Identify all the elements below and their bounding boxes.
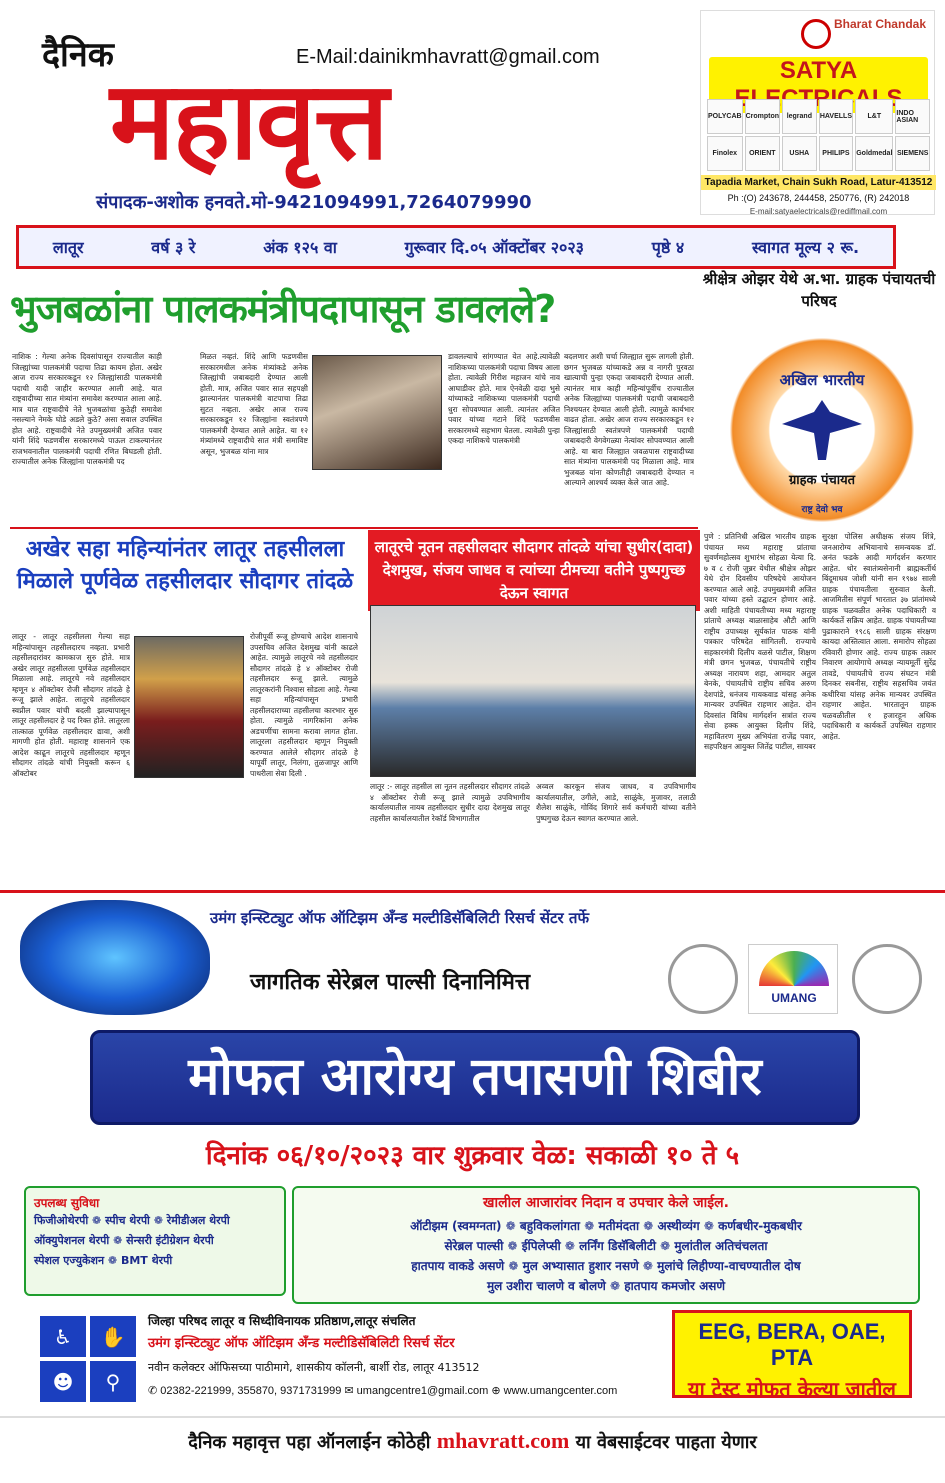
umang-logo-text: UMANG xyxy=(771,991,817,1005)
lead-col-4: बदलणार अशी चर्चा जिल्ह्यात सुरू लागली होती. छगन भुजबळ यांच्याकडे अन्न व नागरी पुरवठा खात्याची पुन्हा एकदा जबाबदारी देण्यात आली. त्यानंतर मात्र काही महिन्यांपूर्वीच राज्यातील अनेक जिल्ह्यांच्या पालकमंत्री पदाची जबाबदारी निश्चयतर देण्यात आली होती. त्यामुळे कार्यभार वाढत होता. अखेर आज राज्य सरकारकडून १२ जिल्ह्यांसाठी स्वतंत्रपणे पालकमंत्री पदाची जबाबदारी वेगवेगळ्या नेत्यांवर सोपवण्यात आली आहे. या बारा जिल्ह्यात जवळपास राष्ट्रवादीच्या सात मंत्र्यांना पालकमंत्री पद मिळाला आहे. मात्र भुजबळ यांना कोणतीही जबाबदारी देण्यात न आल्याने आश्चर्य व्यक्त केले जात आहे. xyxy=(564,352,694,487)
disease-line: मुल उशीरा चालणे व बोलणे ❁ हातपाय कमजोर असणे xyxy=(486,1279,726,1293)
blind-icon: ⚲ xyxy=(90,1361,136,1402)
tests-list: EEG, BERA, OAE, PTA xyxy=(698,1319,886,1370)
center-name: उमंग इन्स्टिट्युट ऑफ ऑटिझम अँन्ड मल्टीडिसॅबिलिटी रिसर्च सेंटर xyxy=(148,1336,455,1351)
masthead-prefix: दैनिक xyxy=(42,35,114,75)
brand-logo: L&T xyxy=(855,99,893,134)
dateline-pages: पृष्ठे ४ xyxy=(651,238,685,257)
facility-line: फिजीओथेरपी ❁ स्पीच थेरपी ❁ रेमीडीअल थेरपी xyxy=(34,1214,230,1227)
umang-logo xyxy=(748,944,838,1014)
satya-logo-icon xyxy=(801,19,831,49)
brand-logos xyxy=(707,99,930,171)
lead-col-3: डावलल्याचे सांगण्यात येत आहे.त्यावेळी नाशिकच्या पालकमंत्री पदाचा विषय आला होता. त्यावेळी गिरीश महाजन यांचे नाव आघाडीवर होते. मात्र ऐनवेळी दादा भुसे यांच्याकडे नाशिकच्या पालकमंत्री पदाची धुरा सोपवण्यात आली. त्यानंतर अजित पवार यांच्या गटाने शिंदे फडणवीस सरकारमध्ये सहभाग घेतला. त्यावेळी पुन्हा एकदा नाशिकचे पालकमंत्री xyxy=(448,352,560,445)
masthead-email[interactable]: E-Mail:dainikmhavratt@gmail.com xyxy=(296,46,600,68)
side-col-1: पुणे : प्रतिनिधी अखिल भारतीय ग्राहक पंचायत मध्य महाराष्ट्र प्रांताचा सुवर्णमहोत्सव शुभारंभ सोहळा येत्या दि. ७ व ८ रोजी जुन्नर येथील श्रीक्षेत्र ओझर येथे दोन दिवसीय परिषदेचे आयोजन करण्यात आले आहे. उपमुख्यमंत्री अजित पवार यांच्या हस्ते उद्घाटन होणार आहे. अशी माहिती पंचायतीच्या मध्य महाराष्ट्र प्रांताचे अध्यक्ष बाळासाहेब औटी आणि राष्ट्रीय उपाध्यक्ष सूर्यकांत पाठक यांनी पत्रकार परिषदेत सांगितली. राज्याचे सहकारमंत्री दिलीप वळसे पाटील, शिक्षण मंत्री छगन भुजबळ, पंचायतीचे राष्ट्रीय अध्यक्ष नारायण शहा, आमदार अतुल बेनके, पंचायतीचे राष्ट्रीय सचिव अरुण देशपांडे, धनंजय गायकवाड यांसह अनेक मान्यवर उपस्थित राहणार आहेत. दोन दिवसांत विविध मार्गदर्शन सत्रांत राज्य सेवा हक्क आयुक्त दिलीप शिंदे, महावितरण मुख्य अभियंता राजेंद्र पवार, सहपरिक्षन आयुक्त जितेंद्र पाटील, सायबर xyxy=(704,532,816,751)
brain-image xyxy=(20,900,210,1015)
ad-top-rule xyxy=(0,890,945,893)
disease-line: सेरेब्रल पाल्सी ❁ ईपिलेप्सी ❁ लर्निंग डिसॅबिलीटी ❁ मुलांतील अतिचंचलता xyxy=(444,1239,768,1253)
camp-title: मोफत आरोग्य तपासणी शिबीर xyxy=(90,1030,860,1125)
brand-logo: Finolex xyxy=(707,136,743,171)
camp-occasion: जागतिक सेरेब्रल पाल्सी दिनानिमित्त xyxy=(250,970,531,995)
grahak-panchayat-logo xyxy=(712,330,932,530)
brand-logo: SIEMENS xyxy=(895,136,930,171)
camp-date: दिनांक ०६/१०/२०२३ वार शुक्रवार वेळ: सकाळी १० ते ५ xyxy=(205,1141,740,1171)
footer-line xyxy=(0,1416,945,1466)
brand-logo: INDO ASIAN xyxy=(895,99,930,134)
accessibility-icons xyxy=(40,1316,136,1402)
facility-line: स्पेशल एज्युकेशन ❁ BMT थेरपी xyxy=(34,1254,173,1267)
lead-col-2: मिळत नव्हतं. शिंदे आणि फडणवीस सरकारमधील अनेक मंत्र्यांकडे अनेक जिल्ह्यांची जबाबदारी देण्यात आली होती. मात्र, अजित पवार सात सहपक्षी झाल्यानंतर पालकमंत्री वाटपाचा तिढा सुटत नव्हता. अखेर आज राज्य सरकारकडून १२ जिल्ह्यांना स्वतंत्रपणे पालकमंत्री देण्यात आले आहेत. या १२ मंत्र्यांमध्ये राष्ट्रवादीचे सात मंत्री समाविष्ट असून, भुजबळ यांना मात्र xyxy=(200,352,308,456)
diseases-title: खालील आजारांवर निदान व उपचार केले जाईल. xyxy=(483,1195,729,1211)
welcome-col-2: अव्वल कारकून संजय जाधव, व उपविभागीय कार्यालयातील, उगीले, आडे, साळुंके, मुजावर, तलाठी शैलेश साळुंके, गोविंद शिगारे सर्व कर्मचारी यांच्या वतीने पुष्पगुच्छ देऊन स्वागत करण्यात आले. xyxy=(536,782,696,823)
brand-logo: ORIENT xyxy=(745,136,780,171)
ad-tagline: Bharat Chandak xyxy=(833,17,926,31)
footer-after: या वेबसाईटवर पाहता येणार xyxy=(575,1432,757,1453)
dateline-price: स्वागत मूल्य २ रू. xyxy=(751,238,860,257)
footer-before: दैनिक महावृत्त पहा ऑनलाईन कोठेही xyxy=(188,1432,431,1453)
eagle-icon xyxy=(782,400,862,460)
camp-organizer: उमंग इन्स्टिट्युट ऑफ ऑटिझम अँन्ड मल्टीडिसॅबिलिटी रिसर्च सेंटर तर्फे xyxy=(210,909,590,927)
welcome-photo xyxy=(370,605,696,777)
divider xyxy=(10,527,698,529)
disease-line: ऑटीझम (स्वमग्नता) ❁ बहुविकलांगता ❁ मतीमंदता ❁ अस्थीव्यंग ❁ कर्णबधीर-मुकबधीर xyxy=(410,1219,802,1233)
welcome-col-1: लातूर :- लातूर तहसील ला नूतन तहसीलदार सौदागर तांदळे ४ ऑक्टोबर रोजी रूजू झाले त्यामुळे उपविभागीय कार्यालयातील नायब तहसीलदार सुधीर दादा देशमुख लातूर तहसील कार्यालयातील रेकॉर्ड विभागातील xyxy=(370,782,530,823)
tahsildar-photo xyxy=(134,636,244,778)
brand-logo: legrand xyxy=(782,99,817,134)
dateline-bar xyxy=(16,225,896,269)
satya-electricals-ad[interactable] xyxy=(700,10,935,215)
tests-box xyxy=(672,1310,912,1401)
newspaper-name: महावृत्त xyxy=(110,59,387,184)
dateline-year: वर्ष ३ रे xyxy=(151,238,196,257)
dateline-issue: अंक १२५ वा xyxy=(263,238,337,257)
ad-phone: Ph :(O) 243678, 244458, 250776, (R) 242018 xyxy=(727,193,910,203)
center-address: नवीन कलेक्टर ऑफिसच्या पाठीमागे, शासकीय कॉलनी, बार्शी रोड, लातूर 413512 xyxy=(148,1361,480,1374)
facilities-title: उपलब्ध सुविधा xyxy=(34,1196,100,1210)
tests-free: या टेस्ट मोफत केल्या जातील xyxy=(688,1377,896,1401)
center-contact[interactable]: ✆ 02382-221999, 355870, 9371731999 ✉ umangcentre1@gmail.com ⊕ www.umangcenter.com xyxy=(148,1385,618,1397)
logo-ribbon: राष्ट्र देवो भव xyxy=(801,505,843,515)
rainbow-icon xyxy=(759,951,829,986)
ad-email: E-mail:satyaelectricals@rediffmail.com xyxy=(749,207,888,216)
lead-col-1: नाशिक : गेल्या अनेक दिवसांपासून राज्यातील काही जिल्ह्यांच्या पालकमंत्री पदाचा तिढा कायम होता. अखेर आज राज्य सरकारकडून १२ जिल्ह्यांसाठी पालकमंत्री पदाची यादी जाहीर करण्यात आली आहे. यात राष्ट्रवादीच्या सात मंत्र्यांना समावेश करण्यात आला आहे. मात्र यात राष्ट्रवादीचे नेते भुजबळांचा कुठेही समावेश नसल्याने नेमके घोडे अडले कुठे? असा सवाल उपस्थित होत आहे. राष्ट्रवादीचे नेते उपमुख्यमंत्री अजित पवार यांनी शिंदे फडणवीस सरकारमध्ये पाऊल टाकल्यानंतर राजभवनातील पालकमंत्री पदाची रणित बिघडली होती. राज्यातील अनेक जिल्ह्यांना पालकमंत्री पद xyxy=(12,352,162,466)
facilities-box xyxy=(24,1186,286,1296)
brand-logo: Crompton xyxy=(745,99,780,134)
dateline-city: लातूर xyxy=(52,238,84,257)
brand-logo: Goldmedal xyxy=(855,136,893,171)
emblem-icon xyxy=(852,944,922,1014)
ad-name: SATYA xyxy=(709,57,928,113)
diseases-box xyxy=(292,1186,920,1304)
lead-headline[interactable]: भुजबळांना पालकमंत्रीपदापासून डावलले? xyxy=(10,287,556,331)
brand-logo: PHILIPS xyxy=(819,136,854,171)
logo-top-text: अखिल भारतीय xyxy=(779,371,865,389)
head-icon: ☻ xyxy=(40,1361,86,1402)
footer-site-link[interactable]: mhavratt.com xyxy=(436,1428,570,1453)
welcome-headline[interactable]: लातूरचे नूतन तहसीलदार सौदागर तांदळे यांचा सुधीर(दादा) देशमुख, संजय जाधव व त्यांच्या टीमच्या वतीने पुष्पगुच्छ देऊन स्वागत xyxy=(368,530,700,611)
dateline-date: गुरूवार दि.०५ ऑक्टोंबर २०२३ xyxy=(404,238,584,257)
side-col-2: सुरक्षा पोलिस अधीक्षक संजय शिंत्रे, जनआरोग्य अभियानाचे समन्वयक डॉ. अनंत फडके आदी मार्गदर्शन करणार आहेत. थोर स्वातंत्र्यसेनानी ब्राह्मकर्तीर्थ बिंदूमाधव जोशी यांनी सन १९७४ साली ग्राहक पंचायतीला सुरुवात केली. आजमितीस संपूर्ण भारतात ३७ प्रांतांमध्ये ग्राहक चळवळीत अनेक पदाधिकारी व कार्यकर्ते सक्रिय आहेत. ग्राहक पंचायतीच्या पुढाकाराने १९८६ साली ग्राहक संरक्षण कायदा अस्तित्वात आला. समारोप सोहळा रविवारी होणार आहे. राज्य ग्राहक तक्रार निवारण आयोगाचे अध्यक्ष न्यायमूर्ती सुरेंद्र तावडे, पंचायतीचे राज्य संघटन मंत्री दिनकर सबनीस, राष्ट्रीय सहसचिव जयंत कथीरिया यांसह अनेक मान्यवर उपस्थित राहणार आहेत. भारतातून ग्राहक चळवळीतील १ हजारहून अधिक पदाधिकारी व कार्यकर्ते उपस्थित राहणार आहेत. xyxy=(822,532,936,741)
seal-icon xyxy=(668,944,738,1014)
disease-line: हातपाय वाकडे असणे ❁ मुल अभ्यासात हुशार नसणे ❁ मुलांचे लिहीण्या-वाचण्यातील दोष xyxy=(411,1259,801,1273)
brand-logo: POLYCAB xyxy=(707,99,743,134)
logo-bottom-text: ग्राहक पंचायत xyxy=(788,473,856,488)
tahsildar-col-1: लातूर - लातूर तहसीलला गेल्या सहा महिन्यांपासून तहसीलदारच नव्हता. प्रभारी तहसीलदारांवर कामकाज सुरु होते. मात्र अखेर लातूर तहसीलला पूर्णवेळ तहसीलदार मिळाला आहे. लातूरचे नवे तहसीलदार म्हणून ४ ऑक्टोबर रोजी सौदागर तांदळे हे रूजू झाले आहेत. लातूरचे तहसीलदार स्वप्नील पवार यांची बदली झाल्यापासून लातूर तहसीलदार हे पद रिक्त होते. लातूरला तात्काळ पूर्णवेळ तहसीलदार द्यावा, अशी मागणी होत होती. महाराष्ट्र शासनाने एक आदेश काढून लातूरचे तहसीलदार म्हणून सौदागर तांदळे यांची नियुक्ती करून ६ ऑक्टोबर xyxy=(12,632,130,778)
bhujbal-photo xyxy=(312,355,442,470)
brand-logo: HAVELLS xyxy=(819,99,854,134)
sign-language-icon: ✋ xyxy=(90,1316,136,1357)
editor-line: संपादक-अशोक हनवते.मो-9421094991,7264079990 xyxy=(96,192,532,213)
brand-logo: USHA xyxy=(782,136,817,171)
facility-line: ऑक्युपेशनल थेरपी ❁ सेन्सरी इंटीग्रेशन थेरपी xyxy=(34,1234,214,1247)
tahsildar-headline[interactable]: अखेर सहा महिन्यांनंतर लातूर तहसीलला मिळाले पूर्णवेळ तहसीलदार सौदागर तांदळे xyxy=(16,537,354,594)
side-story-title[interactable]: श्रीक्षेत्र ओझर येथे अ.भा. ग्राहक पंचायतची परिषद xyxy=(702,270,936,310)
wheelchair-icon: ♿ xyxy=(40,1316,86,1357)
tahsildar-col-2: रोजीपूर्वी रूजू होण्याचे आदेश शासनाचे उपसचिव अजित देशमुख यांनी काढले आहेत. त्यामुळे लातूरचे नवे तहसीलदार सौदागर तांदळे हे ४ ऑक्टोबर रोजी तहसीलदार रूजू झाले. त्यामुळे लातूरकरांनी निश्वास सोडला आहे. गेल्या सहा महिन्यांपासून प्रभारी तहसीलदाराच्या तहसीलचा कारभार सुरु होता. त्यामुळे नागरिकांना अनेक अडचणींचा सामना करावा लागत होता. लातूरला तहसीलदार म्हणून नियुक्ती करण्यात आलेले सौदागर तांदळे हे यापूर्वी लातूर, निलंगा, तुळजापूर आणि पाथरीला सेवा दिली . xyxy=(250,632,358,778)
ad-address: Tapadia Market, Chain Sukh Road, Latur-413512 xyxy=(701,175,936,190)
masthead xyxy=(0,0,700,222)
run-by: जिल्हा परिषद लातूर व सिध्दीविनायक प्रतिष्ठाण,लातूर संचलित xyxy=(148,1314,416,1328)
